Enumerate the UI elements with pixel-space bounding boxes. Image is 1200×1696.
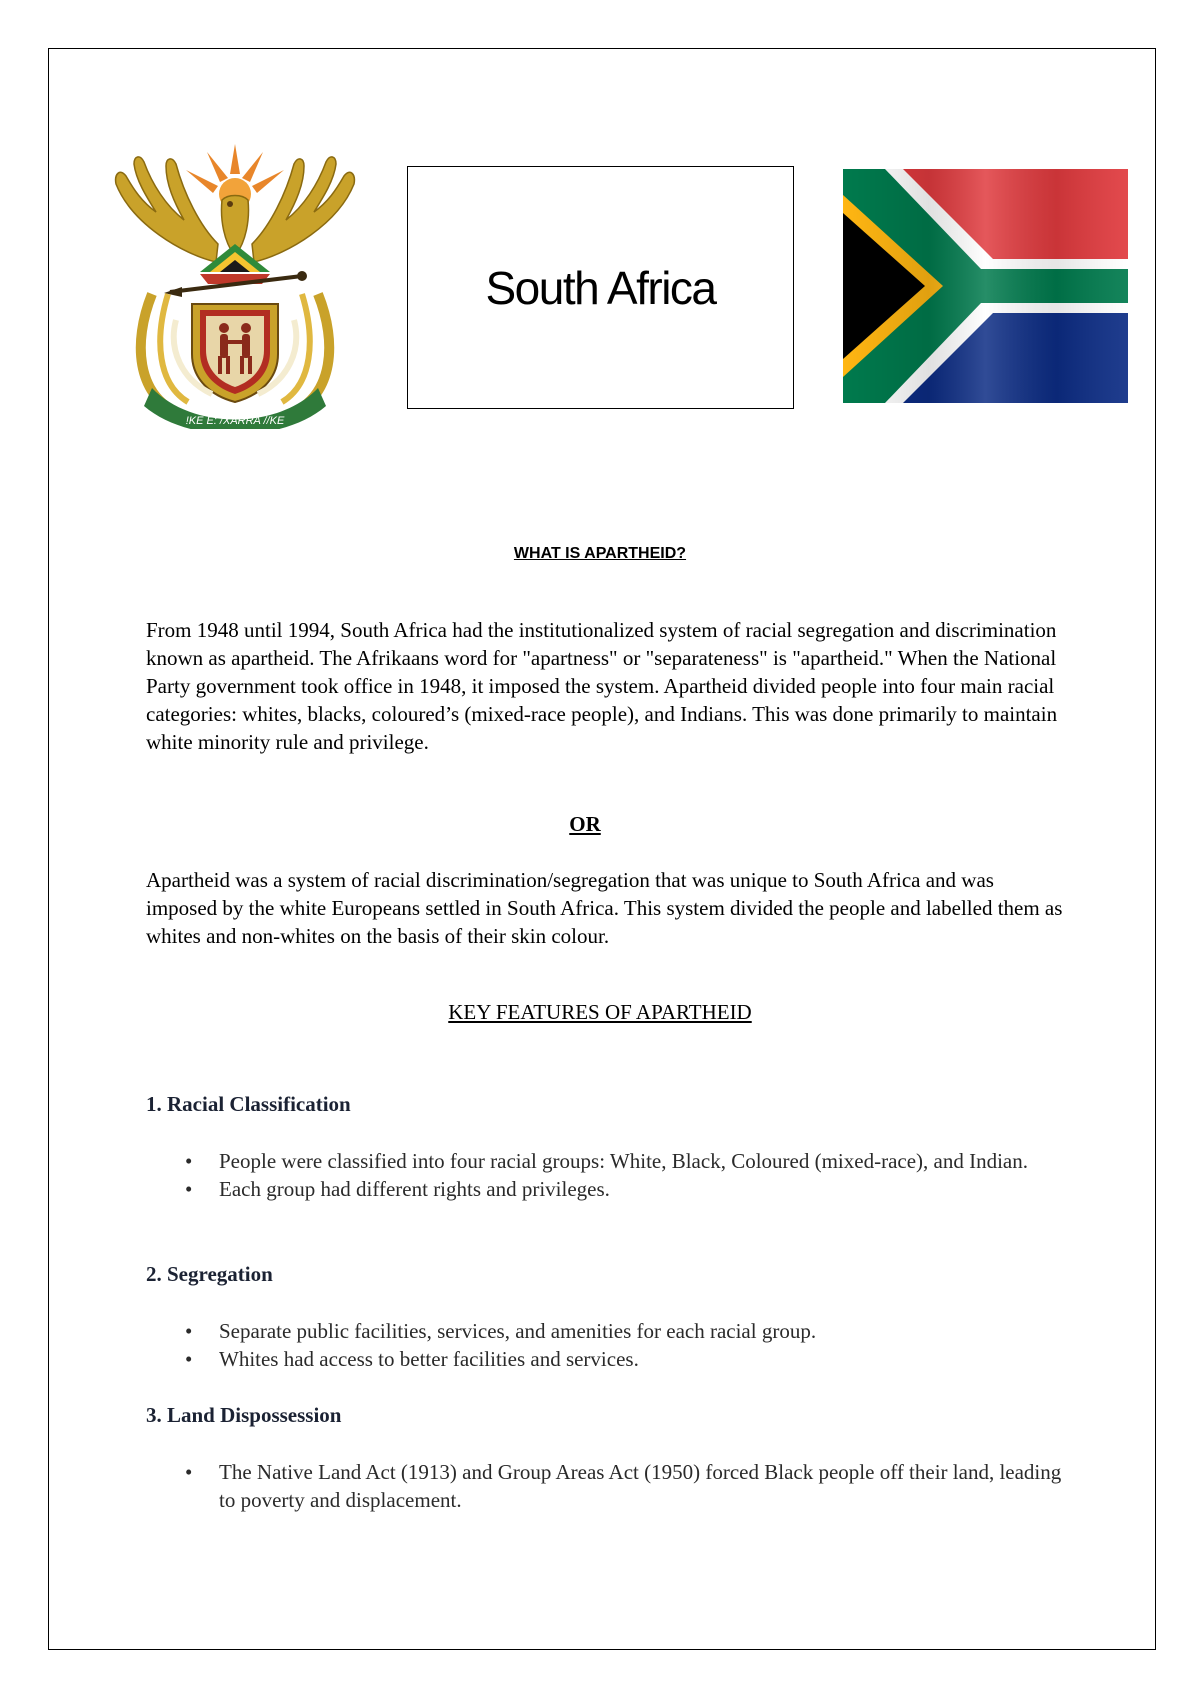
bullet-icon: • bbox=[185, 1347, 193, 1371]
or-separator: OR bbox=[569, 812, 601, 836]
section-bullets-segregation bbox=[146, 1317, 1066, 1373]
list-item bbox=[146, 1317, 1066, 1345]
apartheid-alternative-definition-paragraph: Apartheid was a system of racial discrimination/segregation that was unique to South Africa and was imposed by the white Europeans settled in South Africa. This system divided the people and labelled them as whites and non-whites on the basis of their skin colour. bbox=[146, 868, 1063, 948]
key-features-heading: KEY FEATURES OF APARTHEID bbox=[448, 1000, 752, 1024]
list-item bbox=[146, 1147, 1066, 1175]
list-item-text: Whites had access to better facilities and services. bbox=[219, 1347, 639, 1371]
page-title: South Africa bbox=[485, 261, 716, 314]
list-item-text: Separate public facilities, services, and amenities for each racial group. bbox=[219, 1319, 817, 1343]
list-item bbox=[146, 1345, 1066, 1373]
what-is-apartheid-heading: WHAT IS APARTHEID? bbox=[513, 545, 687, 562]
crest-motto: !KE E: /XARRA //KE bbox=[185, 415, 285, 427]
title-box bbox=[407, 166, 794, 409]
apartheid-definition-paragraph: From 1948 until 1994, South Africa had the institutionalized system of racial segregation and discrimination known as apartheid. The Afrikaans word for "apartness" or "separateness" is "apartheid." When the National Party government took office in 1948, it imposed the system. Apartheid divided people into four main racial categories: whites, blacks, coloured’s (mixed-race people), and Indians. This was done primarily to maintain white minority rule and privilege. bbox=[146, 618, 1058, 754]
section-heading-land-dispossession: 3. Land Dispossession bbox=[146, 1403, 342, 1427]
south-africa-flag-image bbox=[843, 169, 1128, 403]
bullet-icon: • bbox=[185, 1460, 193, 1484]
list-item-text: Each group had different rights and privileges. bbox=[219, 1177, 610, 1201]
bullet-icon: • bbox=[185, 1149, 193, 1173]
bullet-icon: • bbox=[185, 1177, 193, 1201]
coat-of-arms-image bbox=[112, 144, 358, 429]
section-bullets-racial-classification bbox=[146, 1147, 1066, 1203]
section-bullets-land-dispossession bbox=[146, 1458, 1066, 1514]
bullet-icon: • bbox=[185, 1319, 193, 1343]
section-heading-segregation: 2. Segregation bbox=[146, 1262, 273, 1286]
list-item bbox=[146, 1175, 1066, 1203]
list-item-text: The Native Land Act (1913) and Group Areas Act (1950) forced Black people off their land, leading to poverty and displacement. bbox=[219, 1460, 1062, 1512]
section-heading-racial-classification: 1. Racial Classification bbox=[146, 1092, 351, 1116]
list-item-text: People were classified into four racial groups: White, Black, Coloured (mixed-race), and Indian. bbox=[219, 1149, 1029, 1173]
list-item bbox=[146, 1458, 1066, 1514]
